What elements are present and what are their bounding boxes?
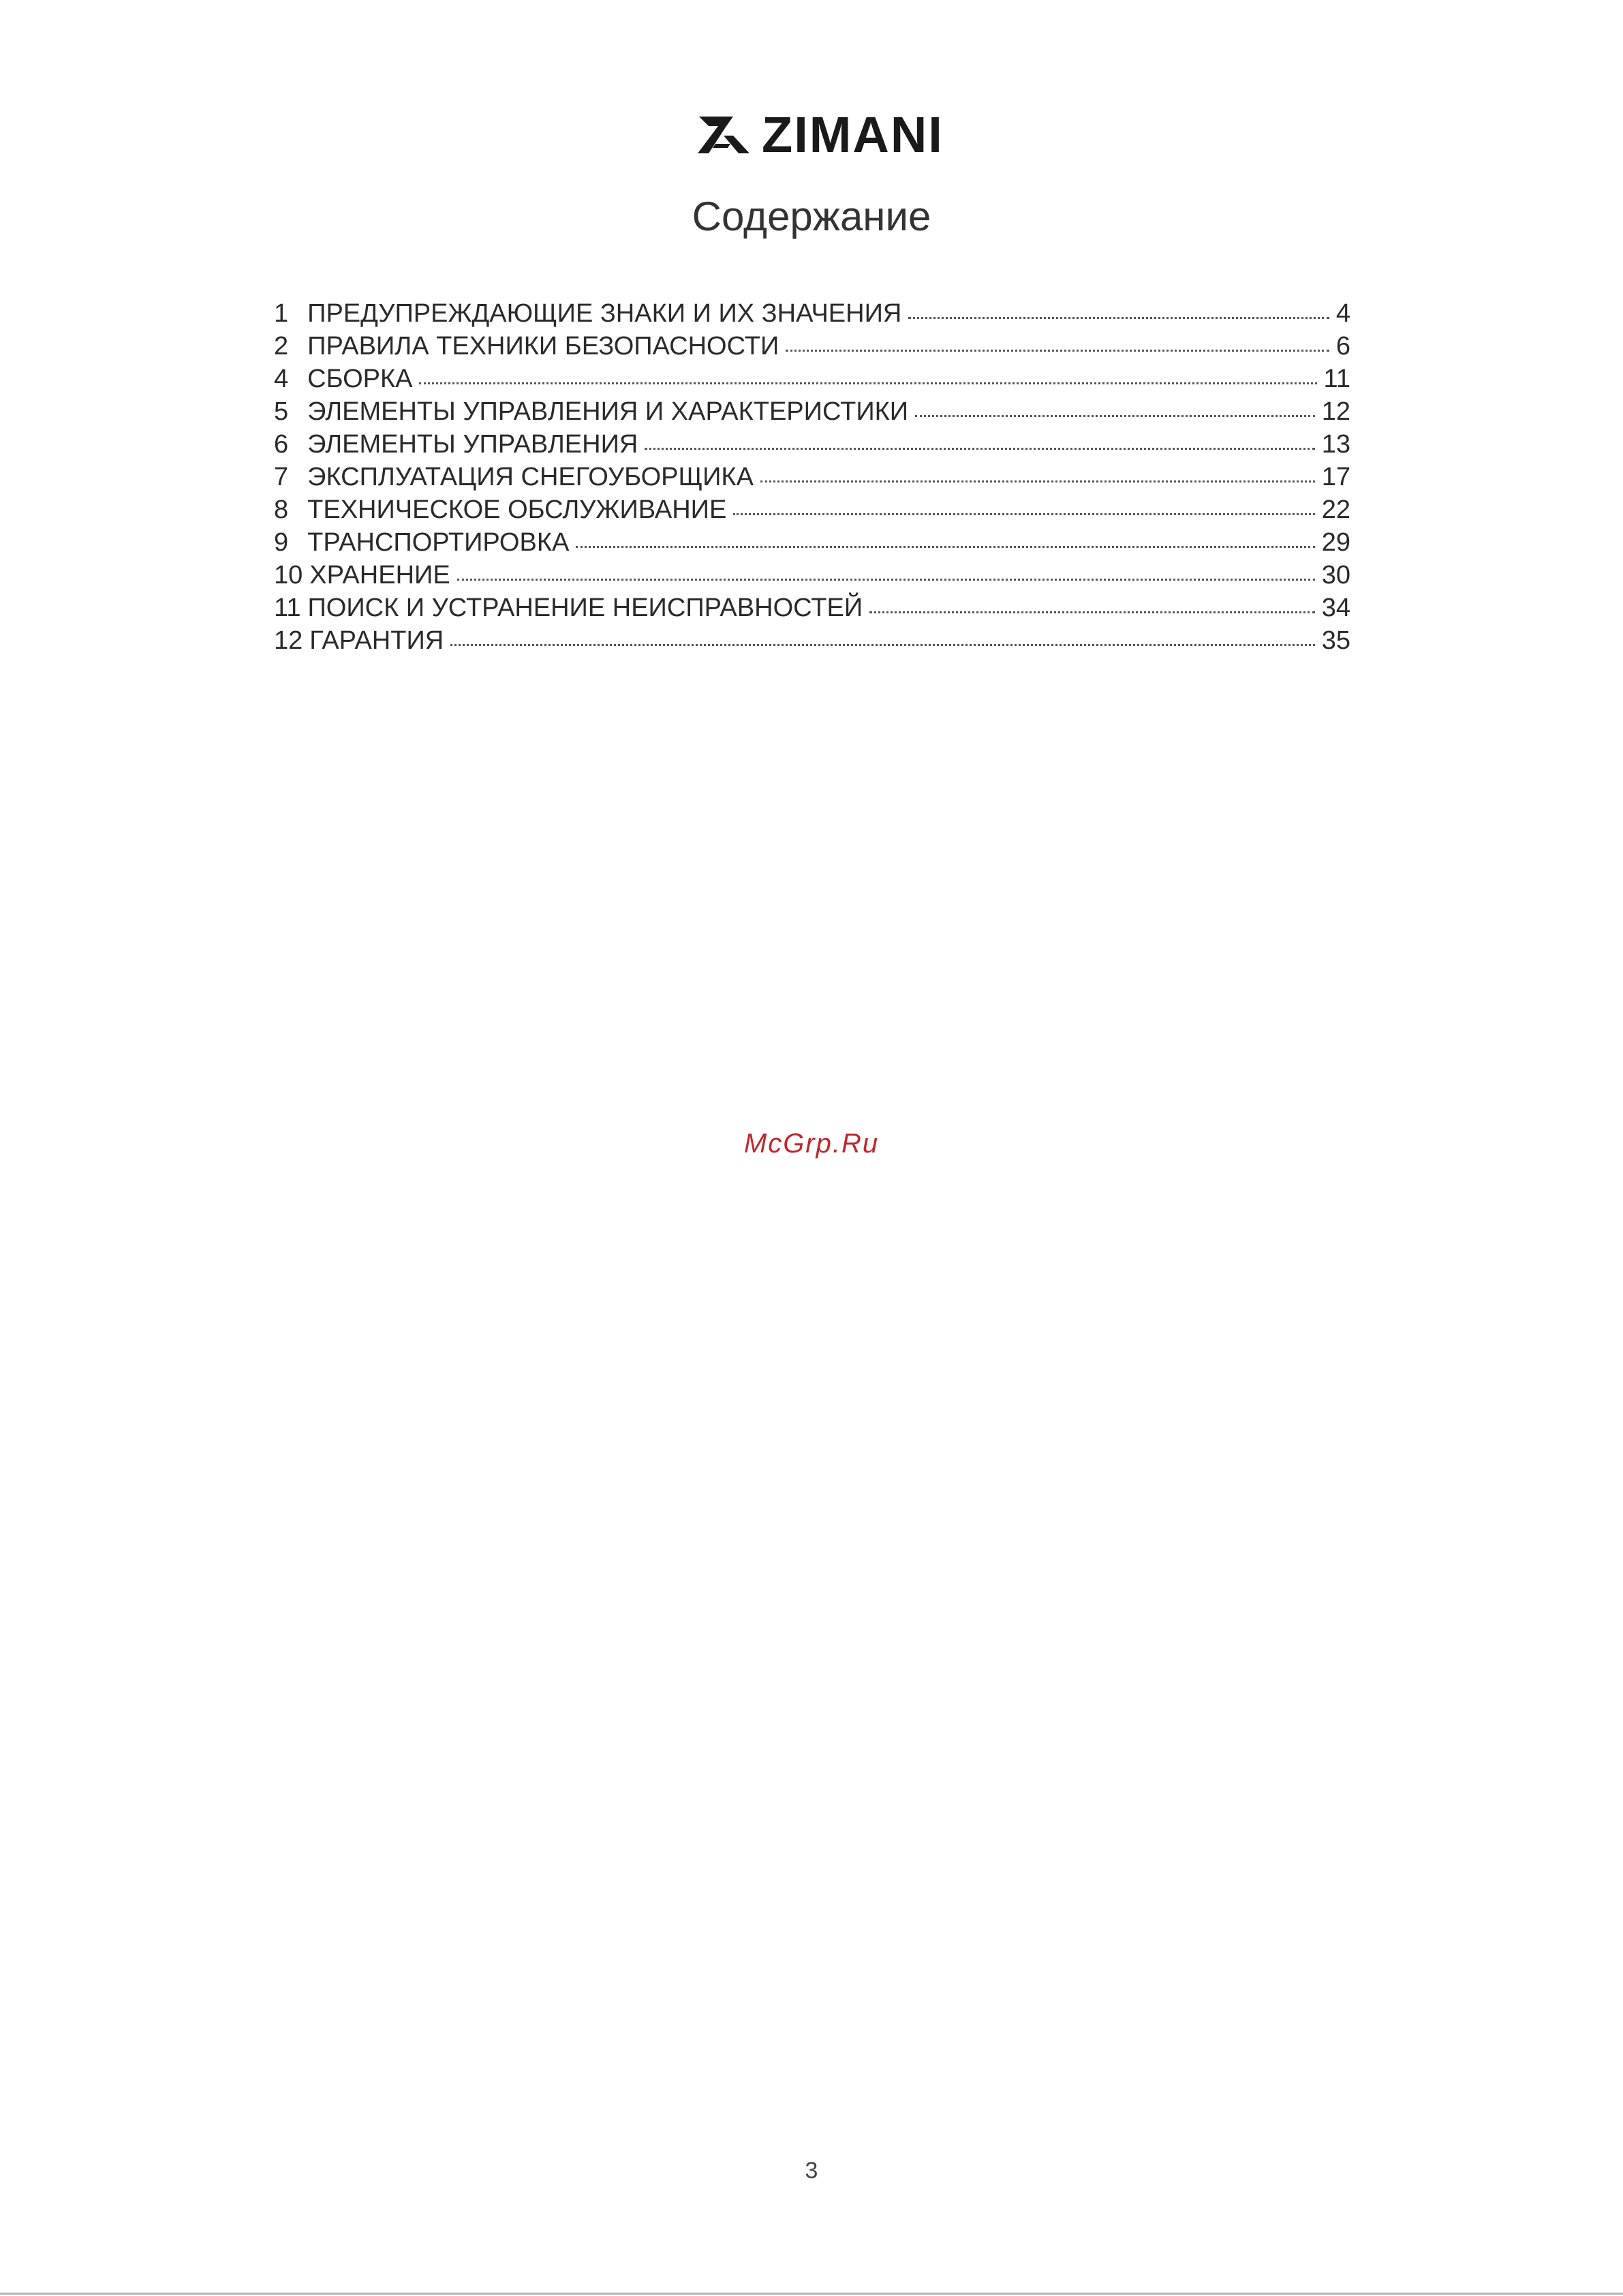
- toc-entry[interactable]: [274, 559, 1350, 592]
- toc-entry[interactable]: [274, 493, 1350, 526]
- toc-entry-label: ПОИСК И УСТРАНЕНИЕ НЕИСПРАВНОСТЕЙ: [307, 594, 863, 622]
- toc-entry-label: ЭЛЕМЕНТЫ УПРАВЛЕНИЯ: [307, 430, 638, 459]
- toc-entry-label: СБОРКА: [307, 365, 413, 393]
- toc-entry-label: ТЕХНИЧЕСКОЕ ОБСЛУЖИВАНИЕ: [307, 495, 727, 524]
- toc-entry[interactable]: [274, 363, 1350, 395]
- toc-entry-label: ТРАНСПОРТИРОВКА: [307, 528, 570, 557]
- toc-entry-page: 11: [1323, 365, 1350, 393]
- table-of-contents: [274, 297, 1350, 657]
- toc-entry-number: 9: [274, 528, 289, 557]
- logo-wordmark: ZIMANI: [762, 106, 944, 163]
- toc-entry-number: 5: [274, 397, 289, 426]
- toc-entry-number: 4: [274, 365, 289, 393]
- zimani-mark-icon: [695, 111, 754, 159]
- toc-entry-page: 4: [1335, 299, 1350, 328]
- toc-dot-leader: [645, 441, 1314, 450]
- toc-dot-leader: [869, 604, 1315, 613]
- toc-entry[interactable]: [274, 624, 1350, 657]
- page-title: Содержание: [692, 194, 931, 239]
- toc-entry-label: ПРАВИЛА ТЕХНИКИ БЕЗОПАСНОСТИ: [307, 332, 779, 361]
- toc-entry-page: 34: [1321, 594, 1350, 622]
- toc-dot-leader: [576, 539, 1314, 548]
- toc-entry-page: 13: [1321, 430, 1350, 459]
- toc-entry-page: 30: [1321, 561, 1350, 590]
- toc-entry-number: 12: [274, 626, 303, 655]
- toc-entry[interactable]: [274, 330, 1350, 363]
- toc-entry-number: 11: [274, 594, 301, 622]
- toc-entry[interactable]: [274, 297, 1350, 330]
- toc-entry-page: 17: [1321, 463, 1350, 491]
- toc-entry[interactable]: [274, 428, 1350, 461]
- toc-entry-number: 2: [274, 332, 289, 361]
- toc-entry-label: ЭЛЕМЕНТЫ УПРАВЛЕНИЯ И ХАРАКТЕРИСТИКИ: [307, 397, 909, 426]
- toc-entry-label: ЭКСПЛУАТАЦИЯ СНЕГОУБОРЩИКА: [307, 463, 754, 491]
- toc-entry[interactable]: [274, 461, 1350, 493]
- toc-entry-number: 6: [274, 430, 289, 459]
- toc-dot-leader: [908, 310, 1329, 319]
- toc-entry[interactable]: [274, 395, 1350, 428]
- brand-logo: [695, 106, 944, 163]
- toc-entry-number: 8: [274, 495, 289, 524]
- toc-entry-page: 29: [1321, 528, 1350, 557]
- toc-entry-page: 12: [1321, 397, 1350, 426]
- bottom-divider: [0, 2293, 1623, 2295]
- toc-dot-leader: [733, 506, 1314, 515]
- toc-dot-leader: [419, 376, 1316, 384]
- toc-dot-leader: [450, 637, 1314, 646]
- toc-dot-leader: [760, 474, 1315, 483]
- toc-entry-label: ХРАНЕНИЕ: [309, 561, 450, 590]
- toc-entry-number: 1: [274, 299, 289, 328]
- toc-entry[interactable]: [274, 592, 1350, 624]
- toc-entry-label: ПРЕДУПРЕЖДАЮЩИЕ ЗНАКИ И ИХ ЗНАЧЕНИЯ: [307, 299, 902, 328]
- toc-entry-page: 22: [1321, 495, 1350, 524]
- toc-entry-label: ГАРАНТИЯ: [309, 626, 444, 655]
- toc-entry-page: 6: [1335, 332, 1350, 361]
- toc-dot-leader: [457, 572, 1315, 581]
- toc-entry-number: 7: [274, 463, 289, 491]
- watermark-text: McGrp.Ru: [743, 1129, 880, 1159]
- toc-dot-leader: [786, 343, 1329, 352]
- toc-entry-number: 10: [274, 561, 303, 590]
- toc-entry-page: 35: [1321, 626, 1350, 655]
- toc-entry[interactable]: [274, 526, 1350, 559]
- page-number: 3: [805, 2158, 818, 2184]
- toc-dot-leader: [915, 408, 1315, 417]
